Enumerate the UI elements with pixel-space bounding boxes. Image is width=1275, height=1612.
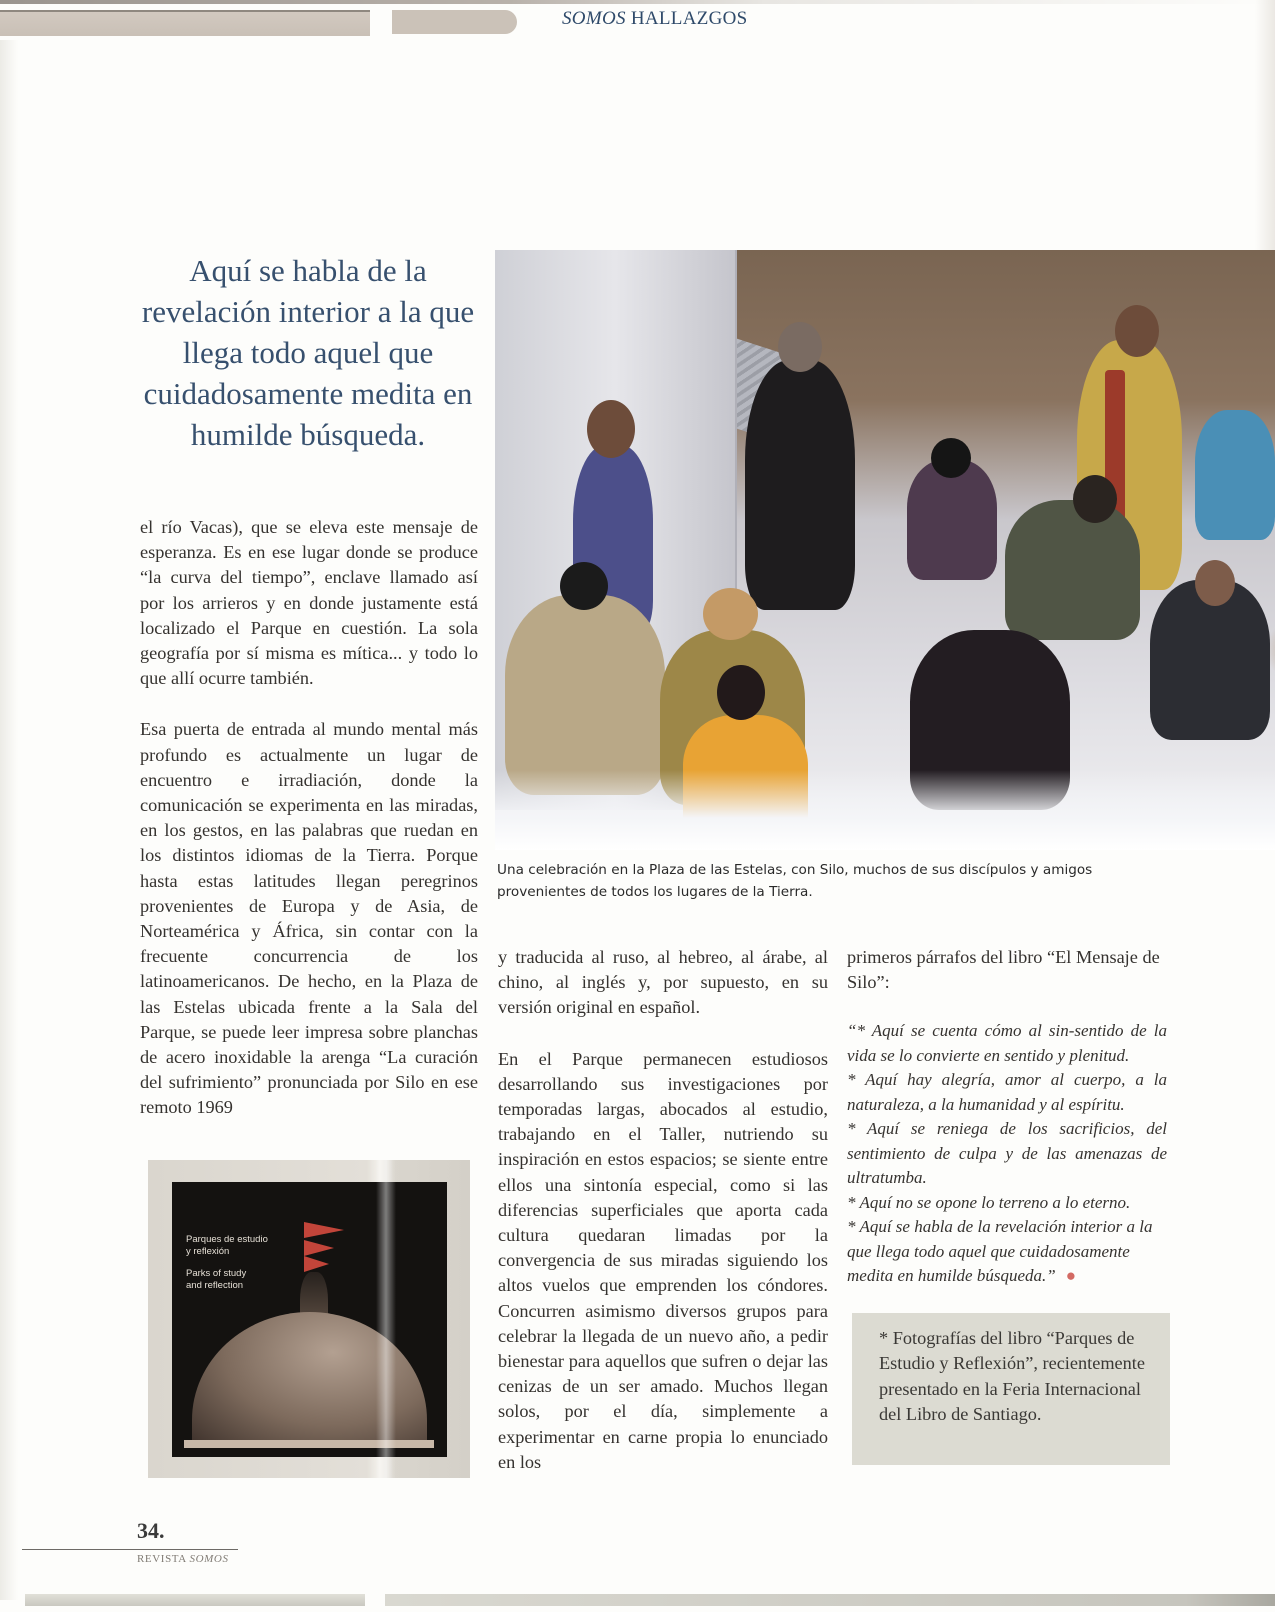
page-edge-shadow xyxy=(1255,0,1275,250)
photo-credit-text: * Fotografías del libro “Parques de Estudio y Reflexión”, recientemente presentado en la Feria Internacional del Libro de Santiago. xyxy=(879,1328,1145,1424)
top-edge-rule xyxy=(0,0,1275,4)
photo-figure-head xyxy=(1073,475,1117,523)
footer-decor-bar-left xyxy=(25,1594,365,1606)
flag-shape xyxy=(304,1256,329,1272)
photo-figure xyxy=(745,360,855,610)
footer-rule xyxy=(22,1549,238,1550)
quote-item-text: * Aquí se habla de la revelación interior a la que llega todo aquel que cuidadosamente medita en humilde búsqueda.” xyxy=(847,1217,1153,1286)
photo-figure-head xyxy=(587,400,635,458)
photo-credit-box xyxy=(852,1313,1170,1465)
photo-figure xyxy=(1195,410,1275,540)
book-title xyxy=(186,1234,268,1292)
section-header xyxy=(562,8,748,30)
end-mark-icon: ● xyxy=(1065,1266,1076,1286)
scan-glare xyxy=(376,1160,396,1478)
column-3 xyxy=(847,945,1167,1289)
page-number: 34. xyxy=(137,1518,165,1543)
book-cover xyxy=(172,1182,447,1457)
photo-figure-head xyxy=(560,562,608,610)
dome-base-shape xyxy=(184,1440,434,1448)
book-cover-photo xyxy=(148,1160,470,1478)
photo-figure-head xyxy=(717,665,765,720)
photo-figure xyxy=(1005,500,1140,640)
quote-item: * Aquí se reniega de los sacrificios, del sentimiento de culpa y de las amenazas de ultratumba. xyxy=(847,1119,1167,1188)
section-brand: SOMOS xyxy=(562,8,626,29)
header-decor-bar-right xyxy=(392,10,517,34)
footer-magazine-brand: SOMOS xyxy=(189,1553,229,1565)
quote-item: “* Aquí se cuenta cómo al sin-sentido de la vida se lo convierte en sentido y plenitud. xyxy=(847,1021,1167,1065)
header-decor-bar-left xyxy=(0,10,370,36)
quote-list xyxy=(847,1019,1167,1289)
paragraph: y traducida al ruso, al hebreo, al árabe, al chino, al inglés y, por supuesto, en su versión original en español. xyxy=(498,947,828,1018)
book-title-es-line-1: Parques de estudio xyxy=(186,1234,268,1245)
book-title-en-line-2: and reflection xyxy=(186,1280,244,1291)
photo-figure-head xyxy=(703,588,758,640)
page-gutter-shadow xyxy=(0,40,18,1600)
footer-decor-bar-right xyxy=(385,1594,1275,1606)
paragraph: primeros párrafos del libro “El Mensaje de Silo”: xyxy=(847,947,1160,993)
photo-figure-head xyxy=(778,322,822,372)
photo-figure xyxy=(907,460,997,580)
paragraph: En el Parque permanecen estudiosos desarrollando sus investigaciones por temporadas largas, abocados al estudio, trabajando en el Taller, nutriendo su inspiración en estos espacios; se siente entre ellos una sintonía especial, como si las diferencias superficiales que aporta cada cultura quedaran limadas por la convergencia de sus miradas siguiendo los altos vuelos que emprenden los cóndores. Concurren asimismo diversos grupos para celebrar la llegada de un nuevo año, a pedir bienestar para aquellos que sufren o dejar las cenizas de un ser amado. Muchos llegan solos, por el día, simplemente a experimentar en carne propia lo enunciado en los xyxy=(498,1048,828,1472)
photo-caption: Una celebración en la Plaza de las Estelas, con Silo, muchos de sus discípulos y amigos provenientes de todos los lugares de la Tierra. xyxy=(497,862,1093,900)
column-1 xyxy=(140,515,478,1121)
flag-shape xyxy=(304,1222,344,1238)
footer-magazine-title xyxy=(137,1553,229,1565)
quote-item xyxy=(847,1215,1167,1289)
quote-item: * Aquí no se opone lo terreno a lo eterno. xyxy=(847,1192,1131,1212)
pull-quote: Aquí se habla de la revelación interior a la que llega todo aquel que cuidadosamente medita en humilde búsqueda. xyxy=(141,253,475,452)
paragraph: Esa puerta de entrada al mundo mental más profundo es actualmente un lugar de encuentro e irradiación, donde la comunicación se experimenta en las miradas, en los gestos, en las palabras que ruedan en los distintos idiomas de la Tierra. Porque hasta estas latitudes llegan peregrinos provenientes de Europa y de Asia, de Norteamérica y África, sin contar con la frecuente concurrencia de los latinoamericanos. De hecho, en la Plaza de las Estelas ubicada frente a la Sala del Parque, se puede leer impresa sobre planchas de acero inoxidable la arenga “La curación del sufrimiento” pronunciada por Silo en ese remoto 1969 xyxy=(140,719,478,1118)
photo-figure xyxy=(505,595,665,795)
photo-snow xyxy=(495,770,1275,850)
column-2 xyxy=(498,945,828,1475)
book-title-es-line-2: y reflexión xyxy=(186,1246,230,1257)
photo-figure-head xyxy=(1195,560,1235,606)
footer-magazine-prefix: REVISTA xyxy=(137,1553,187,1565)
main-photo xyxy=(495,250,1275,850)
book-title-en-line-1: Parks of study xyxy=(186,1268,247,1279)
photo-figure-head xyxy=(931,438,971,478)
quote-item: * Aquí hay alegría, amor al cuerpo, a la naturaleza, a la humanidad y al espíritu. xyxy=(847,1070,1167,1114)
section-title: HALLAZGOS xyxy=(630,8,748,29)
flag-shape xyxy=(304,1240,334,1256)
paragraph: el río Vacas), que se eleva este mensaje de esperanza. Es en ese lugar donde se produce “la curva del tiempo”, enclave llamado así por los arrieros y en donde justamente está localizado el Parque en cuestión. La sola geografía por sí misma es mítica... y todo lo que allí ocurre también. xyxy=(140,517,478,689)
photo-figure-head xyxy=(1115,305,1159,357)
